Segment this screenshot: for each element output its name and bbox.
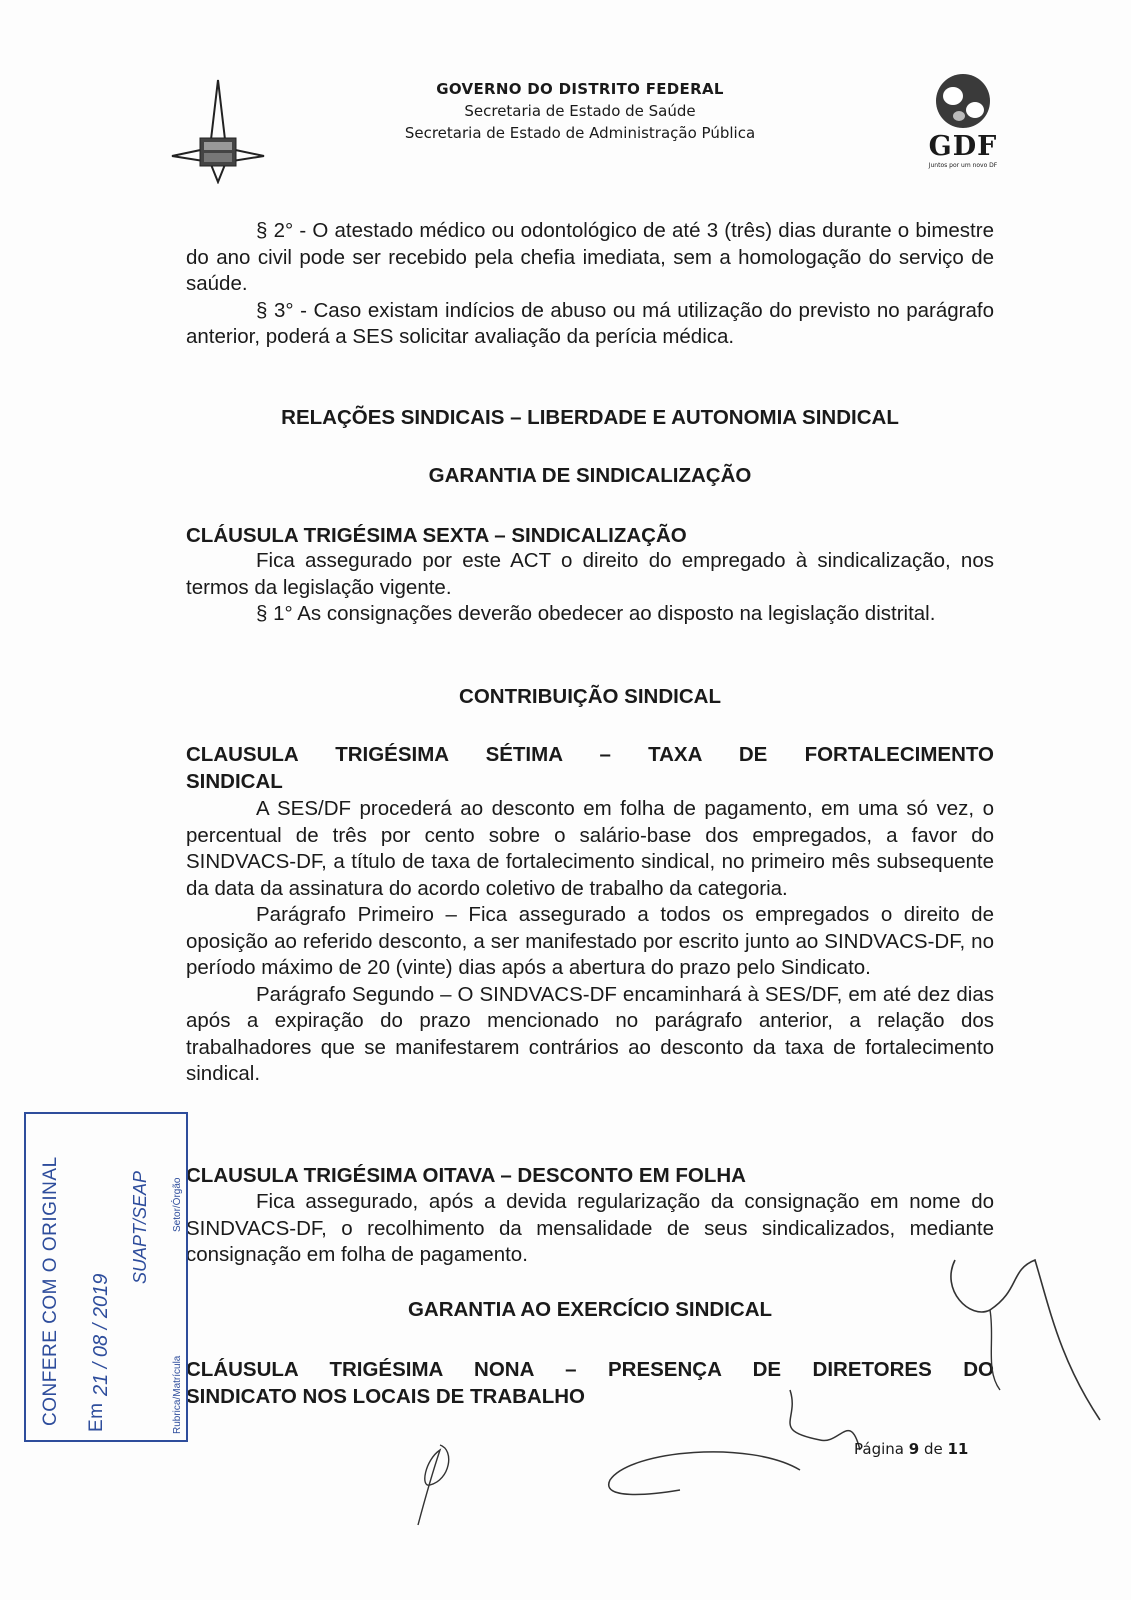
clause-36-paragraph-1: § 1° As consignações deverão obedecer ao disposto na legislação distrital.: [256, 602, 936, 625]
clause-37-paragraph-second: Parágrafo Segundo – O SINDVACS-DF encaminhará à SES/DF, em até dez dias após a expiração do prazo mencionado no parágrafo anterior, a relação dos trabalhadores que se manifestarem contrários ao desconto da taxa de fortalecimento sindical.: [186, 982, 994, 1085]
clause-39-title-line1: CLÁUSULA TRIGÉSIMA NONA – PRESENÇA DE DIRETORES DO: [186, 1358, 994, 1381]
stamp-setor-label: Setor/Órgão: [172, 1177, 183, 1232]
stamp-em-label: Em: [86, 1402, 107, 1432]
confere-original-stamp: [24, 1112, 188, 1442]
clause-36-title: CLÁUSULA TRIGÉSIMA SEXTA – SINDICALIZAÇÃO: [186, 524, 687, 547]
clause-36-body: [186, 548, 994, 628]
gdf-logo-text: GDF: [928, 131, 998, 162]
clause-37-body: [186, 796, 994, 1088]
footer-total-pages: 11: [947, 1440, 969, 1458]
clause-37-paragraph: A SES/DF procederá ao desconto em folha de pagamento, em uma só vez, o percentual de três por cento sobre o salário-base dos empregados, a favor do SINDVACS-DF, a título de taxa de fortalecimento sindical, no primeiro mês subsequente da data da assinatura do acordo coletivo de trabalho da categoria.: [186, 797, 994, 900]
clause-39-title-line2: SINDICATO NOS LOCAIS DE TRABALHO: [186, 1385, 585, 1408]
stamp-rubrica-label: Rubrica/Matrícula: [172, 1355, 183, 1434]
stamp-title: CONFERE COM O ORIGINAL: [40, 1156, 61, 1426]
subheading-exercicio-sindical: GARANTIA AO EXERCÍCIO SINDICAL: [407, 1298, 773, 1321]
clause-38-body: [186, 1189, 994, 1269]
footer-prefix: Página: [854, 1440, 904, 1458]
footer-page-number: 9: [908, 1440, 920, 1458]
gdf-logo: [918, 72, 1008, 182]
footer-of: de: [923, 1440, 943, 1458]
gdf-globe-icon: [933, 72, 993, 130]
gdf-logo-tagline: Juntos por um novo DF: [928, 162, 998, 169]
brasilia-emblem-icon: [170, 78, 266, 184]
clause-36-paragraph: Fica assegurado por este ACT o direito do empregado à sindicalização, nos termos da legislação vigente.: [186, 549, 994, 599]
signature-initial-icon: [410, 1440, 470, 1530]
header-government: GOVERNO DO DISTRITO FEDERAL: [436, 80, 724, 98]
paragraph-2: § 2° - O atestado médico ou odontológico de até 3 (três) dias durante o bimestre do ano civil pode ser recebido pela chefia imediata, sem a homologação do serviço de saúde.: [186, 219, 994, 295]
clause-37-paragraph-first: Parágrafo Primeiro – Fica assegurado a todos os empregados o direito de oposição ao referido desconto, a ser manifestado por escrito junto ao SINDVACS-DF, no período máximo de 20 (vinte) dias após a abertura do prazo pelo Sindicato.: [186, 903, 994, 979]
clause-38-paragraph: Fica assegurado, após a devida regularização da consignação em nome do SINDVACS-DF, o recolhimento da mensalidade de seus sindicalizados, mediante consignação em folha de pagamento.: [186, 1190, 994, 1266]
subheading-contribuicao: CONTRIBUIÇÃO SINDICAL: [459, 685, 721, 708]
header-secretaria-admin: Secretaria de Estado de Administração Pública: [404, 124, 756, 142]
clause-37-title: [186, 741, 994, 795]
page-footer: [854, 1440, 968, 1458]
top-paragraphs: [186, 218, 994, 351]
stamp-setor-value: SUAPT/SEAP: [130, 1170, 150, 1284]
header-title-block: [360, 80, 800, 142]
clause-38-title: CLAUSULA TRIGÉSIMA OITAVA – DESCONTO EM FOLHA: [186, 1164, 746, 1187]
clause-39-title: [186, 1356, 994, 1410]
section-title: RELAÇÕES SINDICAIS – LIBERDADE E AUTONOMIA SINDICAL: [281, 406, 899, 429]
clause-37-title-line1: CLAUSULA TRIGÉSIMA SÉTIMA – TAXA DE FORTALECIMENTO: [186, 743, 994, 766]
subheading-garantia-sindicalizacao: GARANTIA DE SINDICALIZAÇÃO: [428, 464, 752, 487]
clause-37-title-line2: SINDICAL: [186, 770, 283, 793]
stamp-date: 21 / 08 / 2019: [90, 1273, 112, 1396]
paragraph-3: § 3° - Caso existam indícios de abuso ou má utilização do previsto no parágrafo anterior, poderá a SES solicitar avaliação da perícia médica.: [186, 298, 994, 348]
header-secretaria-saude: Secretaria de Estado de Saúde: [464, 102, 696, 120]
